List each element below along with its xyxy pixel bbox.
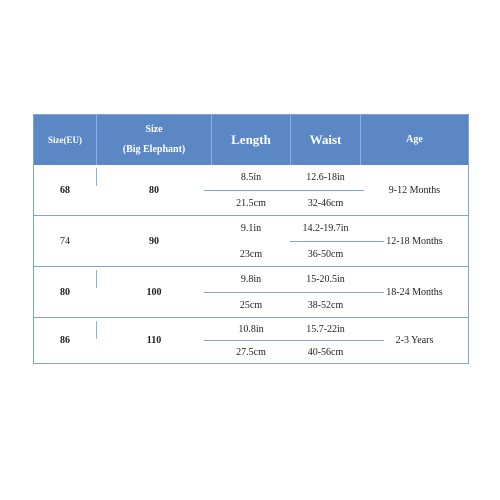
cell-length-cm: 21.5cm xyxy=(236,197,266,209)
cell-waist-cm: 40-56cm xyxy=(307,346,344,358)
header-size-eu-label: Size(EU) xyxy=(48,135,82,145)
cell-waist-in: 12.6-18in xyxy=(306,172,345,183)
table-row xyxy=(34,267,468,317)
header-size-line2: (Big Elephant) xyxy=(122,144,186,155)
cell-size-eu: 86 xyxy=(60,335,70,346)
cell-length-cm: 25cm xyxy=(239,299,263,311)
cell-size-eu: 80 xyxy=(60,286,70,298)
cell-length-in: 8.5in xyxy=(240,172,262,183)
cell-size: 80 xyxy=(149,184,159,196)
table-row xyxy=(34,318,468,363)
table-row xyxy=(34,216,468,266)
cell-age: 2-3 Years xyxy=(395,335,434,346)
header-length-label: Length xyxy=(231,132,271,147)
cell-length-cm: 27.5cm xyxy=(236,346,266,358)
header-age xyxy=(361,115,468,165)
size-chart-table xyxy=(33,114,469,364)
cell-waist-cm: 36-50cm xyxy=(307,248,344,260)
header-waist-label: Waist xyxy=(309,132,342,147)
table-header xyxy=(34,115,468,165)
cell-size: 90 xyxy=(149,235,159,247)
cell-age: 12-18 Months xyxy=(386,235,443,247)
header-size xyxy=(97,115,211,165)
table-row xyxy=(34,165,468,215)
header-waist xyxy=(291,115,360,165)
cell-length-in: 9.1in xyxy=(240,223,262,234)
cell-age: 9-12 Months xyxy=(388,184,441,196)
header-size-eu xyxy=(34,115,96,165)
cell-size-eu: 68 xyxy=(60,184,70,196)
cell-length-in: 9.8in xyxy=(240,274,262,285)
cell-size: 100 xyxy=(146,286,162,298)
header-length xyxy=(212,115,290,165)
cell-waist-cm: 38-52cm xyxy=(307,299,344,311)
cell-age: 18-24 Months xyxy=(386,286,443,298)
header-age-label: Age xyxy=(406,134,423,145)
cell-length-in: 10.8in xyxy=(238,323,264,335)
cell-waist-in: 15-20.5in xyxy=(306,274,345,285)
cell-size-eu: 74 xyxy=(60,235,70,247)
cell-size: 110 xyxy=(146,335,162,346)
cell-waist-in: 14.2-19.7in xyxy=(302,223,349,234)
cell-length-cm: 23cm xyxy=(239,248,263,260)
cell-waist-cm: 32-46cm xyxy=(307,197,344,209)
cell-waist-in: 15.7-22in xyxy=(306,323,345,335)
header-size-line1: Size xyxy=(145,124,163,135)
